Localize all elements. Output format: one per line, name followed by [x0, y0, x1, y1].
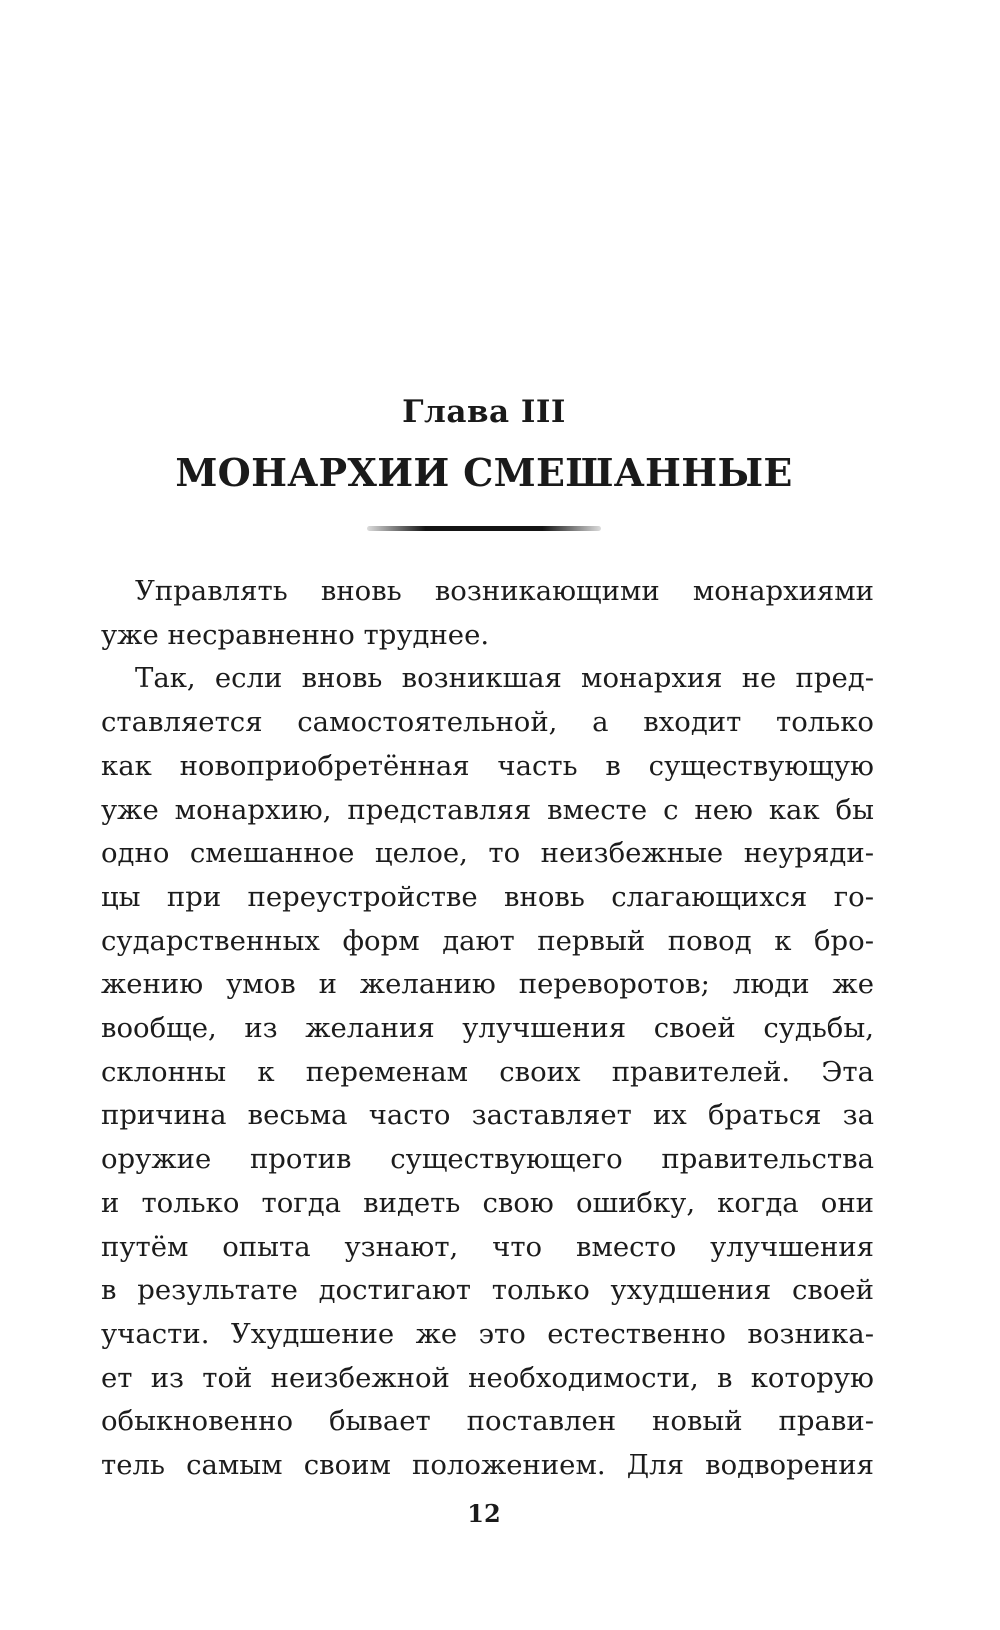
text-line: склонны к переменам своих правителей. Эта	[101, 1055, 874, 1088]
text-line: как новоприобретённая часть в существующую	[101, 749, 874, 782]
text-line: вообще, из желания улучшения своей судьбы,	[101, 1012, 874, 1045]
text-line: путём опыта узнают, что вместо улучшения	[101, 1230, 874, 1263]
text-line: сударственных форм дают первый повод к бро-	[101, 924, 874, 957]
text-line: обыкновенно бывает поставлен новый прави-	[101, 1405, 874, 1438]
chapter-number: Глава III	[402, 394, 566, 430]
title-divider	[367, 526, 601, 531]
text-line: Управлять вновь возникающими монархиями	[135, 575, 874, 607]
text-line: оружие против существующего правительства	[101, 1143, 874, 1176]
text-line: причина весьма часто заставляет их браться за	[101, 1099, 874, 1132]
text-line: одно смешанное целое, то неизбежные неуряди-	[101, 837, 874, 870]
chapter-title: МОНАРХИИ СМЕШАННЫЕ	[175, 450, 793, 495]
text-line: уже несравненно труднее.	[101, 618, 490, 651]
text-line: ет из той неизбежной необходимости, в которую	[101, 1361, 874, 1394]
text-line: участи. Ухудшение же это естественно возника-	[101, 1317, 874, 1350]
text-line: тель самым своим положением. Для водворения	[101, 1449, 874, 1482]
text-line: ставляется самостоятельной, а входит только	[101, 706, 874, 739]
text-line: цы при переустройстве вновь слагающихся го-	[101, 880, 874, 913]
page-number: 12	[467, 1499, 501, 1528]
body-text	[101, 570, 874, 1488]
text-line: Так, если вновь возникшая монархия не пред-	[135, 662, 874, 695]
text-line: и только тогда видеть свою ошибку, когда они	[101, 1186, 874, 1219]
text-line: в результате достигают только ухудшения своей	[101, 1274, 874, 1307]
text-line: жению умов и желанию переворотов; люди же	[101, 968, 874, 1001]
text-line: уже монархию, представляя вместе с нею как бы	[101, 793, 874, 826]
